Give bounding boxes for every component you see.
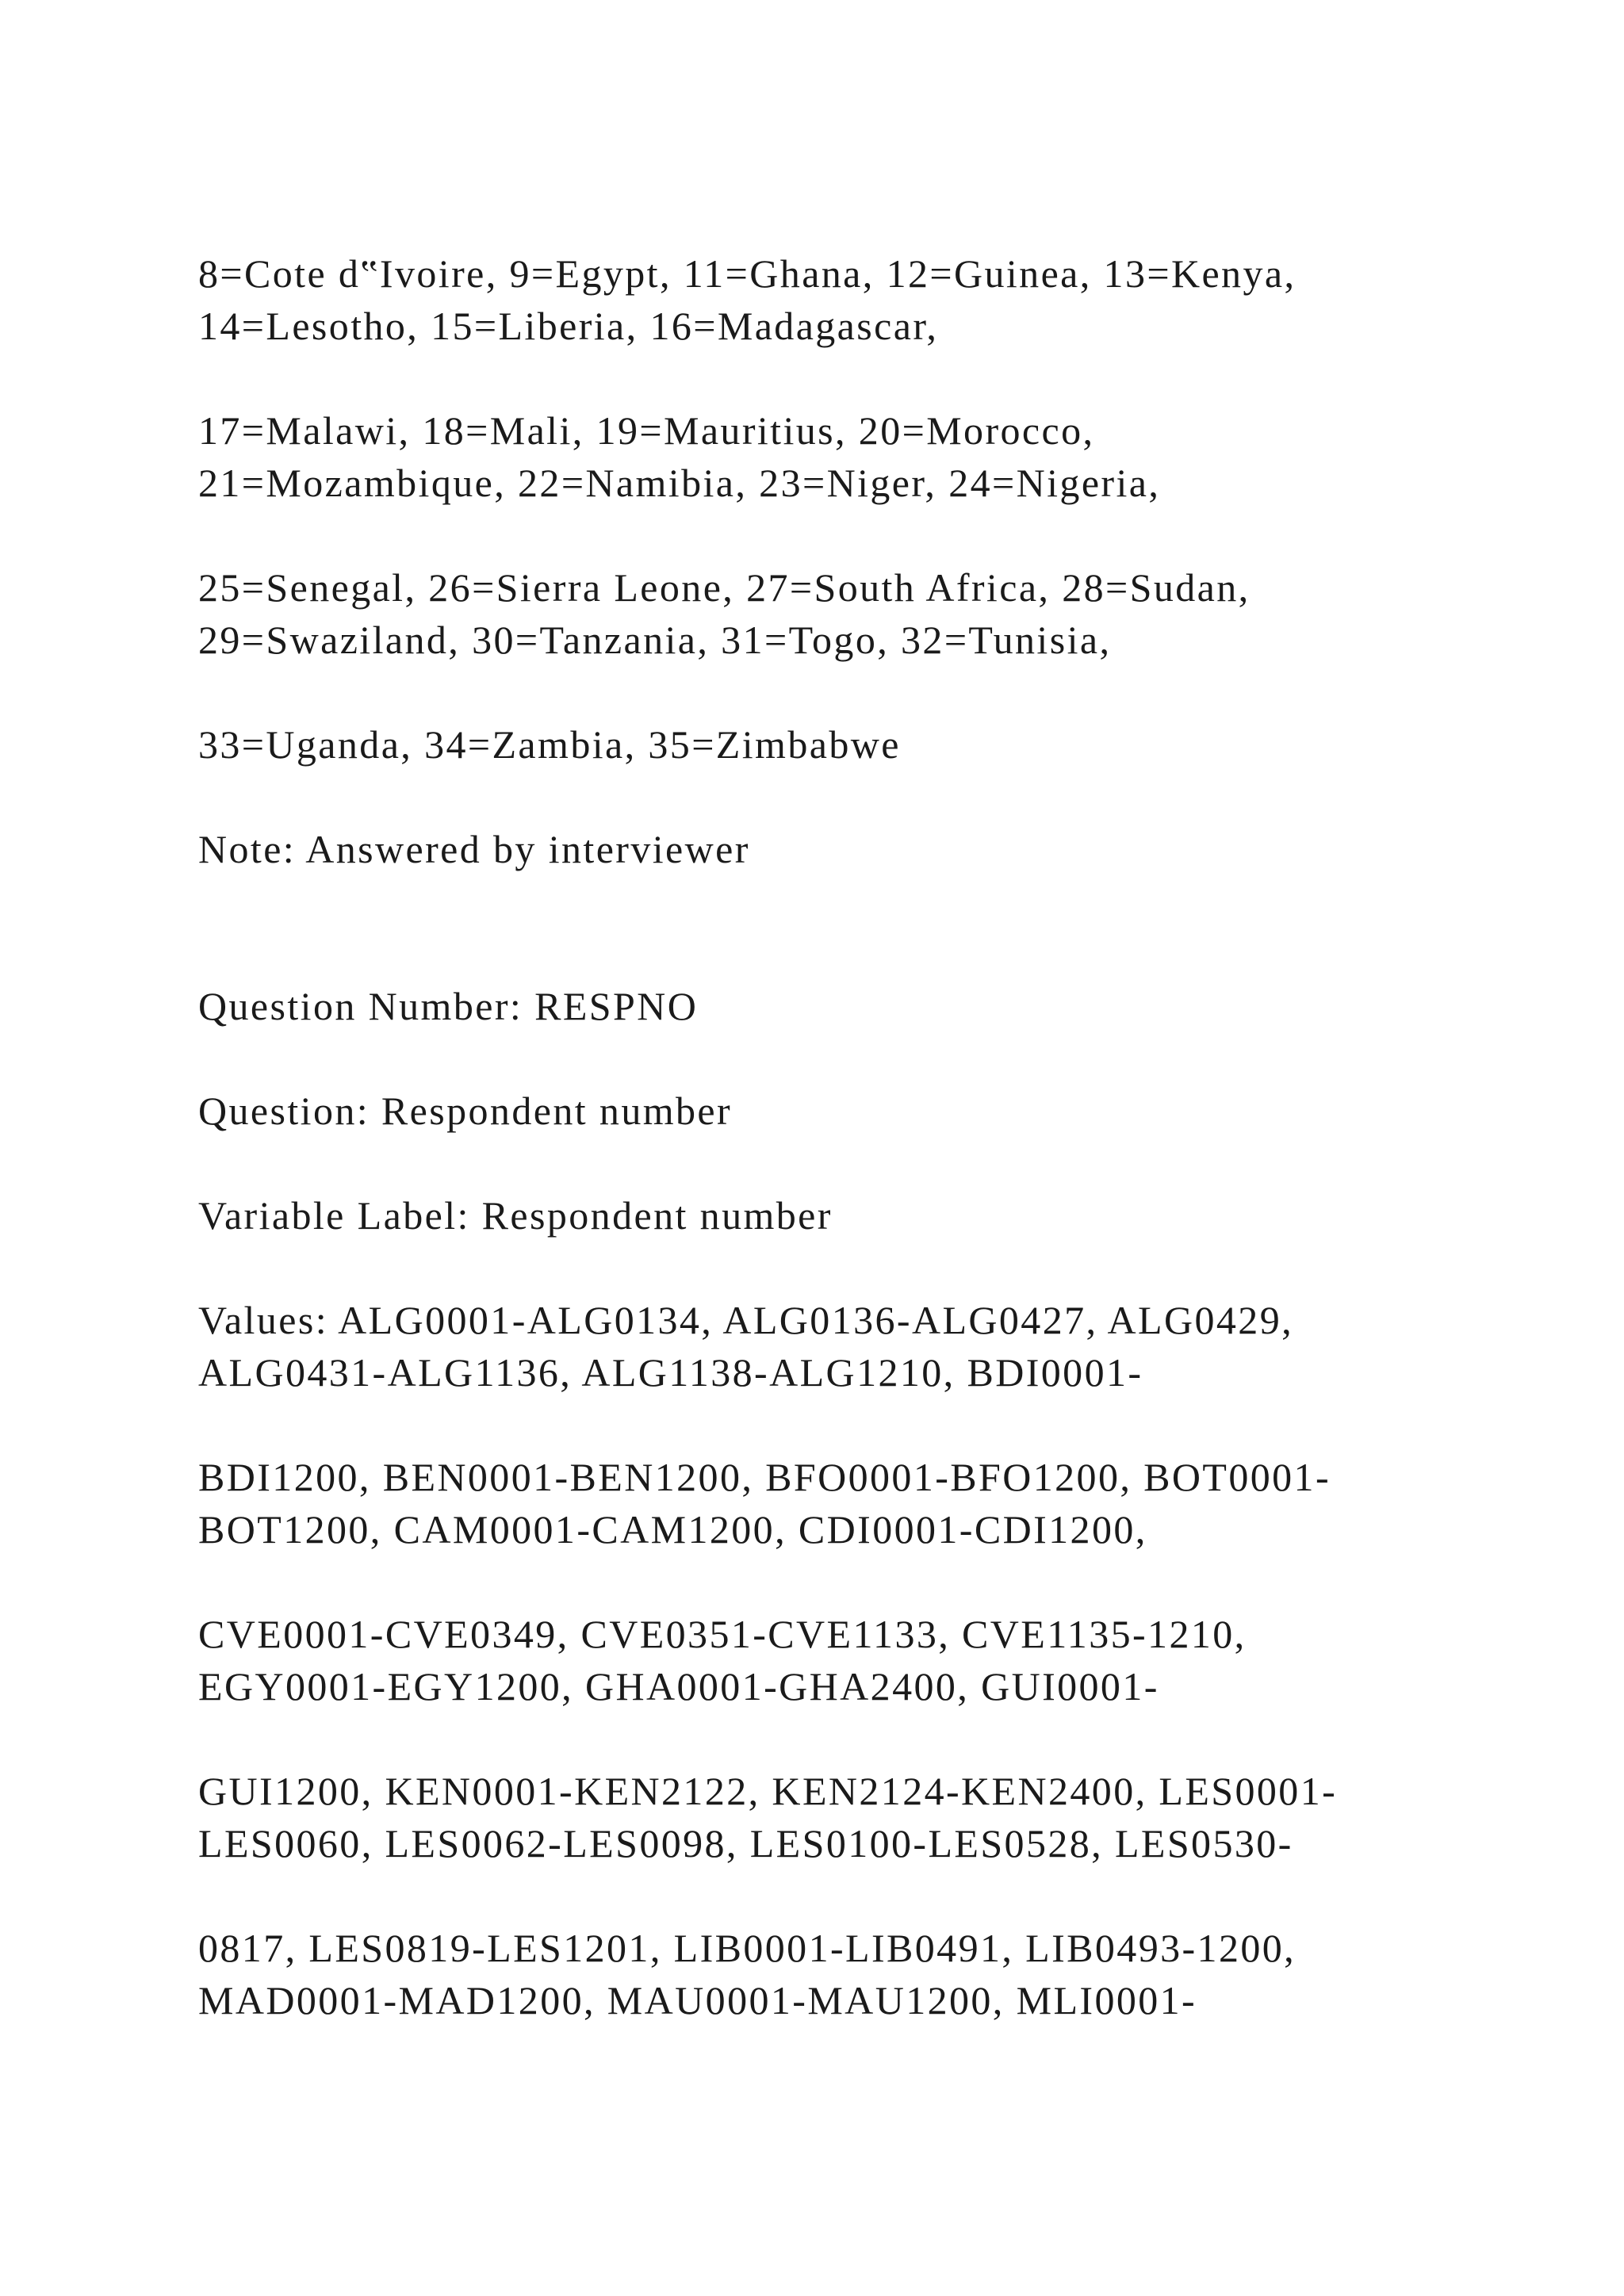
text-line: Variable Label: Respondent number xyxy=(198,1193,833,1238)
values-paragraph-2 xyxy=(198,1451,1435,1556)
text-line: BOT1200, CAM0001-CAM1200, CDI0001-CDI1200, xyxy=(198,1507,1147,1552)
text-line: BDI1200, BEN0001-BEN1200, BFO0001-BFO1200, BOT0001- xyxy=(198,1455,1331,1499)
text-line: Question Number: RESPNO xyxy=(198,984,699,1028)
question-number-paragraph xyxy=(198,980,1435,1032)
country-codes-paragraph-4 xyxy=(198,718,1435,771)
variable-label-paragraph xyxy=(198,1189,1435,1242)
question-paragraph xyxy=(198,1085,1435,1137)
document-body xyxy=(198,247,1435,2079)
country-codes-paragraph-2 xyxy=(198,404,1435,509)
text-line: LES0060, LES0062-LES0098, LES0100-LES0528, LES0530- xyxy=(198,1821,1293,1866)
text-line: EGY0001-EGY1200, GHA0001-GHA2400, GUI0001- xyxy=(198,1664,1159,1709)
text-line: MAD0001-MAD1200, MAU0001-MAU1200, MLI0001- xyxy=(198,1978,1197,2022)
text-line: Question: Respondent number xyxy=(198,1089,733,1133)
text-line: 25=Senegal, 26=Sierra Leone, 27=South Africa, 28=Sudan, xyxy=(198,565,1251,610)
text-line: Values: ALG0001-ALG0134, ALG0136-ALG0427, ALG0429, xyxy=(198,1298,1294,1342)
text-line: 0817, LES0819-LES1201, LIB0001-LIB0491, LIB0493-1200, xyxy=(198,1926,1297,1970)
text-line: 8=Cote d‟Ivoire, 9=Egypt, 11=Ghana, 12=Guinea, 13=Kenya, xyxy=(198,251,1297,296)
text-line: 14=Lesotho, 15=Liberia, 16=Madagascar, xyxy=(198,304,939,348)
text-line: GUI1200, KEN0001-KEN2122, KEN2124-KEN2400, LES0001- xyxy=(198,1769,1338,1813)
text-line: 17=Malawi, 18=Mali, 19=Mauritius, 20=Morocco, xyxy=(198,408,1095,453)
text-line: 29=Swaziland, 30=Tanzania, 31=Togo, 32=Tunisia, xyxy=(198,618,1112,662)
country-codes-paragraph-3 xyxy=(198,561,1435,666)
text-line: 21=Mozambique, 22=Namibia, 23=Niger, 24=Nigeria, xyxy=(198,461,1161,505)
text-line: Note: Answered by interviewer xyxy=(198,827,750,871)
values-paragraph-3 xyxy=(198,1608,1435,1712)
text-line: ALG0431-ALG1136, ALG1138-ALG1210, BDI0001- xyxy=(198,1350,1143,1395)
text-line: 33=Uganda, 34=Zambia, 35=Zimbabwe xyxy=(198,722,901,767)
text-line: CVE0001-CVE0349, CVE0351-CVE1133, CVE1135-1210, xyxy=(198,1612,1247,1656)
note-paragraph xyxy=(198,823,1435,875)
values-paragraph-1 xyxy=(198,1294,1435,1399)
country-codes-paragraph-1 xyxy=(198,247,1435,352)
values-paragraph-4 xyxy=(198,1765,1435,1869)
values-paragraph-5 xyxy=(198,1922,1435,2026)
